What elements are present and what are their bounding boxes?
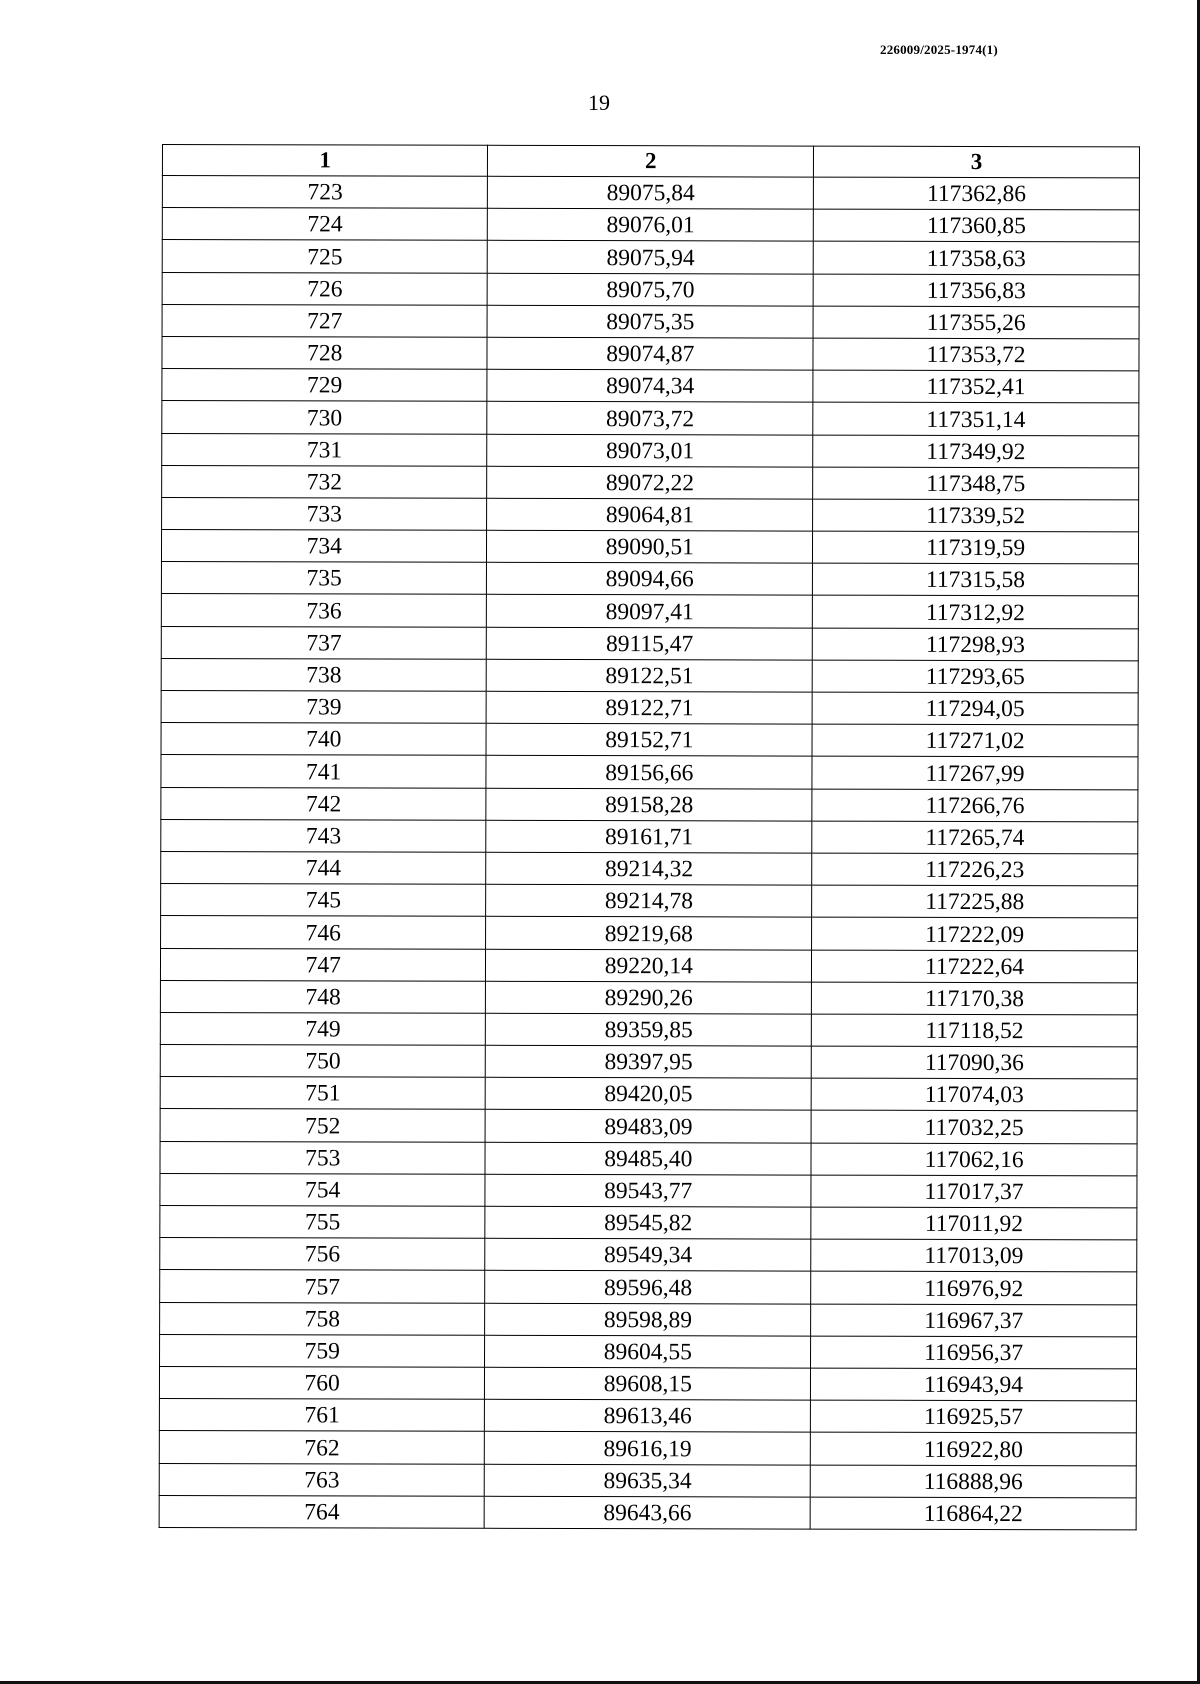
x-coordinate-cell: 89122,51 xyxy=(487,659,813,692)
y-coordinate-cell: 117312,92 xyxy=(813,596,1139,629)
x-coordinate-cell: 89485,40 xyxy=(485,1142,811,1175)
x-coordinate-cell: 89608,15 xyxy=(485,1367,811,1400)
y-coordinate-cell: 117358,63 xyxy=(813,241,1139,274)
x-coordinate-cell: 89074,87 xyxy=(487,337,813,370)
y-coordinate-cell: 117032,25 xyxy=(811,1111,1137,1144)
x-coordinate-cell: 89073,72 xyxy=(487,402,813,435)
point-number-cell: 731 xyxy=(162,433,488,466)
table-row xyxy=(162,401,1139,436)
y-coordinate-cell: 116925,57 xyxy=(811,1400,1137,1433)
x-coordinate-cell: 89152,71 xyxy=(486,723,812,756)
point-number-cell: 727 xyxy=(162,304,488,337)
y-coordinate-cell: 117294,05 xyxy=(812,692,1138,725)
y-coordinate-cell: 117351,14 xyxy=(813,402,1139,435)
x-coordinate-cell: 89156,66 xyxy=(486,756,812,789)
table-row xyxy=(160,1012,1137,1047)
table-row xyxy=(161,884,1138,919)
x-coordinate-cell: 89122,71 xyxy=(487,691,813,724)
table-row xyxy=(160,1334,1137,1369)
y-coordinate-cell: 117267,99 xyxy=(812,756,1138,789)
point-number-cell: 724 xyxy=(162,208,488,241)
y-coordinate-cell: 117226,23 xyxy=(812,853,1138,886)
table-row xyxy=(162,497,1139,532)
point-number-cell: 729 xyxy=(162,369,488,402)
x-coordinate-cell: 89483,09 xyxy=(486,1110,812,1143)
x-coordinate-cell: 89220,14 xyxy=(486,949,812,982)
page-number-container xyxy=(0,90,1200,116)
point-number-cell: 725 xyxy=(162,240,488,273)
point-number-cell: 754 xyxy=(160,1173,486,1206)
table-row xyxy=(162,176,1139,211)
point-number-cell: 757 xyxy=(160,1270,486,1303)
x-coordinate-cell: 89290,26 xyxy=(486,981,812,1014)
x-coordinate-cell: 89613,46 xyxy=(485,1399,811,1432)
table-row xyxy=(160,1205,1137,1240)
y-coordinate-cell: 117074,03 xyxy=(811,1078,1137,1111)
point-number-cell: 744 xyxy=(161,851,487,884)
y-coordinate-cell: 117355,26 xyxy=(813,306,1139,339)
y-coordinate-cell: 117222,64 xyxy=(812,950,1138,983)
x-coordinate-cell: 89090,51 xyxy=(487,530,813,563)
header-col-1: 1 xyxy=(162,145,488,177)
y-coordinate-cell: 116967,37 xyxy=(811,1304,1137,1337)
point-number-cell: 742 xyxy=(161,787,487,820)
y-coordinate-cell: 117319,59 xyxy=(813,531,1139,564)
x-coordinate-cell: 89598,89 xyxy=(485,1303,811,1336)
point-number-cell: 759 xyxy=(160,1334,486,1367)
point-number-cell: 730 xyxy=(162,401,488,434)
y-coordinate-cell: 116956,37 xyxy=(811,1336,1137,1369)
table-body xyxy=(159,176,1139,1530)
x-coordinate-cell: 89073,01 xyxy=(487,434,813,467)
table-row xyxy=(162,240,1139,275)
y-coordinate-cell: 117293,65 xyxy=(812,660,1138,693)
table-row xyxy=(159,1431,1136,1466)
table-row xyxy=(161,530,1138,565)
table-row xyxy=(159,1399,1136,1434)
x-coordinate-cell: 89094,66 xyxy=(487,563,813,596)
table-row xyxy=(161,658,1138,693)
table-row xyxy=(161,690,1138,725)
point-number-cell: 738 xyxy=(161,658,487,691)
x-coordinate-cell: 89097,41 xyxy=(487,595,813,628)
y-coordinate-cell: 117356,83 xyxy=(813,274,1139,307)
header-col-2: 2 xyxy=(488,145,814,177)
x-coordinate-cell: 89596,48 xyxy=(485,1271,811,1304)
x-coordinate-cell: 89604,55 xyxy=(485,1335,811,1368)
table-row xyxy=(161,723,1138,758)
x-coordinate-cell: 89616,19 xyxy=(485,1432,811,1465)
point-number-cell: 761 xyxy=(159,1399,485,1432)
point-number-cell: 732 xyxy=(162,465,488,498)
table-row xyxy=(161,594,1138,629)
point-number-cell: 723 xyxy=(162,176,488,209)
x-coordinate-cell: 89214,78 xyxy=(486,884,812,917)
x-coordinate-cell: 89543,77 xyxy=(485,1174,811,1207)
x-coordinate-cell: 89359,85 xyxy=(486,1013,812,1046)
y-coordinate-cell: 117266,76 xyxy=(812,789,1138,822)
x-coordinate-cell: 89074,34 xyxy=(487,369,813,402)
x-coordinate-cell: 89115,47 xyxy=(487,627,813,660)
point-number-cell: 753 xyxy=(160,1141,486,1174)
document-reference: 226009/2025-1974(1) xyxy=(880,42,998,57)
x-coordinate-cell: 89075,70 xyxy=(488,273,814,306)
table-row xyxy=(160,1238,1137,1273)
coordinates-table xyxy=(159,144,1140,1530)
point-number-cell: 748 xyxy=(160,980,486,1013)
table-row xyxy=(159,1495,1136,1530)
x-coordinate-cell: 89635,34 xyxy=(485,1464,811,1497)
y-coordinate-cell: 117315,58 xyxy=(813,563,1139,596)
point-number-cell: 735 xyxy=(161,562,487,595)
y-coordinate-cell: 117118,52 xyxy=(811,1014,1137,1047)
y-coordinate-cell: 117222,09 xyxy=(812,917,1138,950)
table-row xyxy=(159,1366,1136,1401)
table-row xyxy=(161,787,1138,822)
table-row xyxy=(161,851,1138,886)
point-number-cell: 741 xyxy=(161,755,487,788)
table-row xyxy=(160,948,1137,983)
table-row xyxy=(160,1045,1137,1080)
y-coordinate-cell: 117017,37 xyxy=(811,1175,1137,1208)
y-coordinate-cell: 116864,22 xyxy=(810,1497,1136,1530)
table-row xyxy=(162,272,1139,307)
point-number-cell: 763 xyxy=(159,1463,485,1496)
point-number-cell: 752 xyxy=(160,1109,486,1142)
x-coordinate-cell: 89072,22 xyxy=(487,466,813,499)
point-number-cell: 751 xyxy=(160,1077,486,1110)
point-number-cell: 755 xyxy=(160,1205,486,1238)
table-row xyxy=(160,1270,1137,1305)
table-row xyxy=(161,819,1138,854)
y-coordinate-cell: 117225,88 xyxy=(812,885,1138,918)
point-number-cell: 760 xyxy=(159,1366,485,1399)
point-number-cell: 756 xyxy=(160,1238,486,1271)
x-coordinate-cell: 89420,05 xyxy=(486,1078,812,1111)
table-row xyxy=(161,755,1138,790)
point-number-cell: 734 xyxy=(161,530,487,563)
y-coordinate-cell: 117011,92 xyxy=(811,1207,1137,1240)
x-coordinate-cell: 89064,81 xyxy=(487,498,813,531)
y-coordinate-cell: 116888,96 xyxy=(810,1465,1136,1498)
point-number-cell: 737 xyxy=(161,626,487,659)
table-row xyxy=(160,1302,1137,1337)
x-coordinate-cell: 89219,68 xyxy=(486,917,812,950)
table-row xyxy=(161,916,1138,951)
y-coordinate-cell: 116976,92 xyxy=(811,1271,1137,1304)
point-number-cell: 728 xyxy=(162,336,488,369)
x-coordinate-cell: 89549,34 xyxy=(485,1238,811,1271)
point-number-cell: 743 xyxy=(161,819,487,852)
header-row xyxy=(162,145,1139,178)
x-coordinate-cell: 89545,82 xyxy=(485,1206,811,1239)
point-number-cell: 762 xyxy=(159,1431,485,1464)
x-coordinate-cell: 89643,66 xyxy=(485,1496,811,1529)
table-row xyxy=(162,208,1139,243)
y-coordinate-cell: 117271,02 xyxy=(812,724,1138,757)
x-coordinate-cell: 89397,95 xyxy=(486,1045,812,1078)
y-coordinate-cell: 117170,38 xyxy=(812,982,1138,1015)
point-number-cell: 745 xyxy=(161,884,487,917)
table-row xyxy=(162,336,1139,371)
y-coordinate-cell: 117339,52 xyxy=(813,499,1139,532)
table-row xyxy=(162,369,1139,404)
y-coordinate-cell: 117360,85 xyxy=(813,209,1139,242)
y-coordinate-cell: 117352,41 xyxy=(813,370,1139,403)
y-coordinate-cell: 117062,16 xyxy=(811,1143,1137,1176)
point-number-cell: 758 xyxy=(160,1302,486,1335)
point-number-cell: 749 xyxy=(160,1012,486,1045)
table-row xyxy=(160,1077,1137,1112)
table-row xyxy=(160,1141,1137,1176)
table-row xyxy=(160,1173,1137,1208)
point-number-cell: 750 xyxy=(160,1045,486,1078)
x-coordinate-cell: 89075,35 xyxy=(487,305,813,338)
x-coordinate-cell: 89158,28 xyxy=(486,788,812,821)
y-coordinate-cell: 116922,80 xyxy=(810,1432,1136,1465)
table-row xyxy=(160,980,1137,1015)
table-row xyxy=(161,626,1138,661)
point-number-cell: 764 xyxy=(159,1495,485,1528)
table-row xyxy=(162,304,1139,339)
x-coordinate-cell: 89075,84 xyxy=(488,176,814,209)
table-row xyxy=(161,562,1138,597)
x-coordinate-cell: 89214,32 xyxy=(486,852,812,885)
y-coordinate-cell: 117353,72 xyxy=(813,338,1139,371)
x-coordinate-cell: 89161,71 xyxy=(486,820,812,853)
x-coordinate-cell: 89075,94 xyxy=(488,241,814,274)
header-col-3: 3 xyxy=(814,146,1140,178)
point-number-cell: 747 xyxy=(160,948,486,981)
point-number-cell: 746 xyxy=(161,916,487,949)
table-row xyxy=(162,433,1139,468)
y-coordinate-cell: 117298,93 xyxy=(812,628,1138,661)
y-coordinate-cell: 117265,74 xyxy=(812,821,1138,854)
point-number-cell: 733 xyxy=(162,497,488,530)
table-row xyxy=(162,465,1139,500)
y-coordinate-cell: 116943,94 xyxy=(811,1368,1137,1401)
point-number-cell: 736 xyxy=(161,594,487,627)
y-coordinate-cell: 117013,09 xyxy=(811,1239,1137,1272)
x-coordinate-cell: 89076,01 xyxy=(488,208,814,241)
table-header xyxy=(162,145,1139,178)
table-row xyxy=(159,1463,1136,1498)
point-number-cell: 740 xyxy=(161,723,487,756)
page-number: 19 xyxy=(588,90,610,115)
point-number-cell: 726 xyxy=(162,272,488,305)
point-number-cell: 739 xyxy=(161,690,487,723)
table-row xyxy=(160,1109,1137,1144)
y-coordinate-cell: 117362,86 xyxy=(814,177,1140,210)
y-coordinate-cell: 117348,75 xyxy=(813,467,1139,500)
y-coordinate-cell: 117349,92 xyxy=(813,435,1139,468)
y-coordinate-cell: 117090,36 xyxy=(811,1046,1137,1079)
